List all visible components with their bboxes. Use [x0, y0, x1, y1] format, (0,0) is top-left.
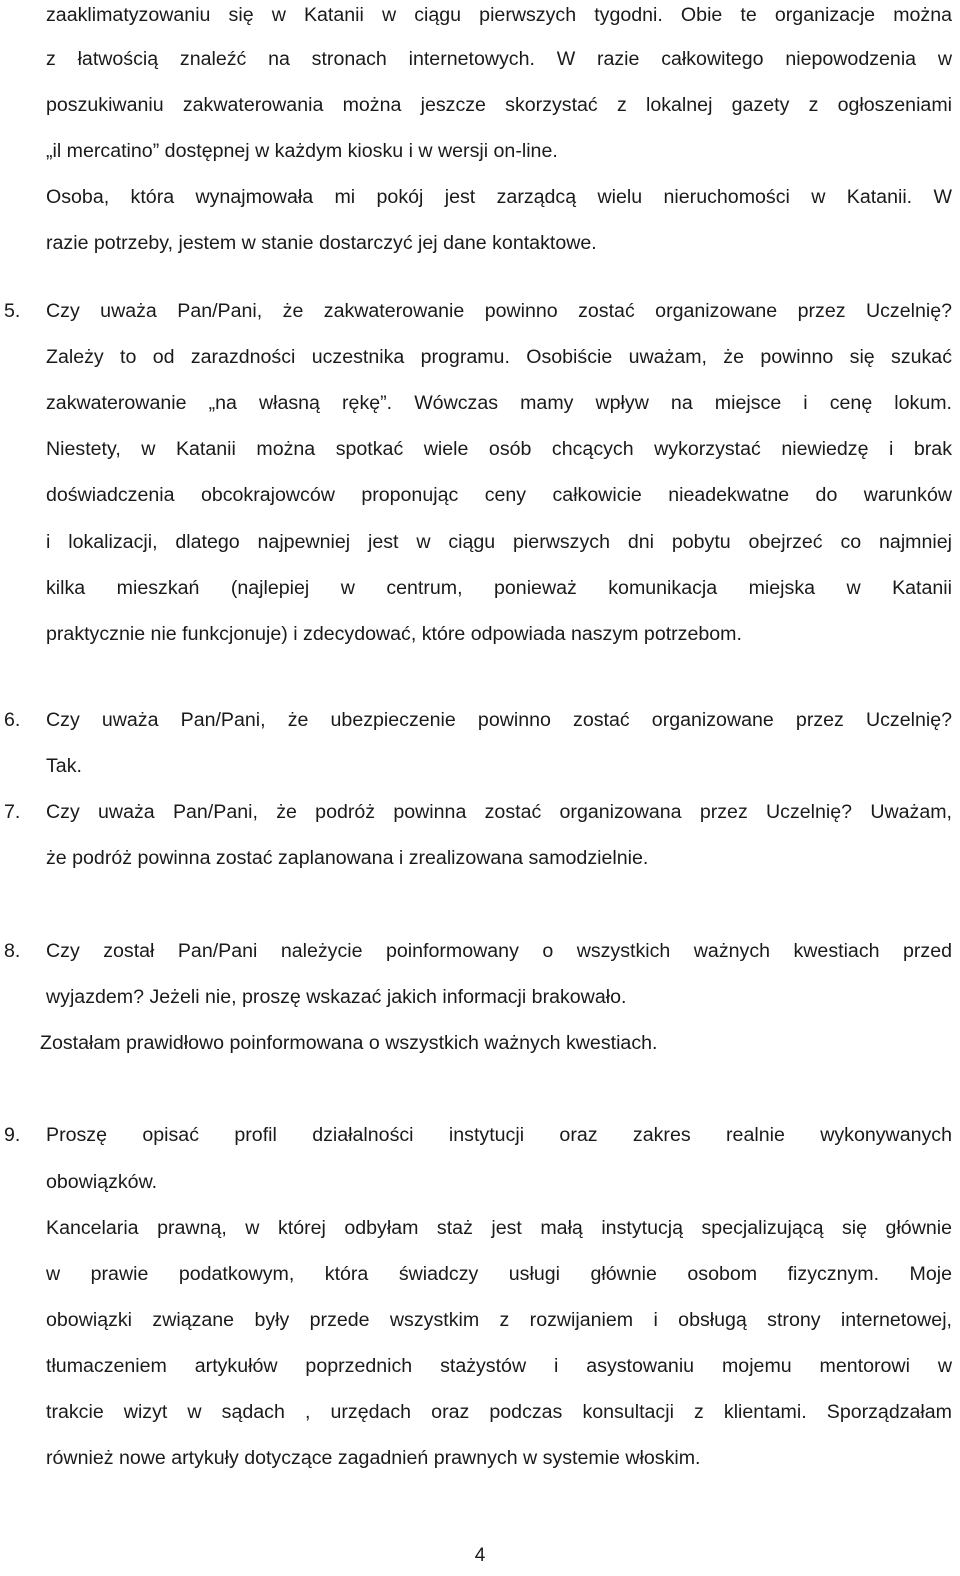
question-9-line-8: również nowe artykuły dotyczące zagadnień prawnych w systemie włoskim. [46, 1447, 701, 1469]
question-8-number: 8. [4, 940, 21, 962]
question-5-line-1: Czy uważa Pan/Pani, że zakwaterowanie powinno zostać organizowane przez Uczelnię? [46, 300, 952, 322]
question-5-line-8: praktycznie nie funkcjonuje) i zdecydować, które odpowiada naszym potrzebom. [46, 623, 742, 645]
question-5-line-6: i lokalizacji, dlatego najpewniej jest w ciągu pierwszych dni pobytu obejrzeć co najmniej [46, 531, 952, 553]
intro-line-3: poszukiwaniu zakwaterowania można jeszcze skorzystać z lokalnej gazety z ogłoszeniami [46, 94, 952, 116]
question-6-line-1: Czy uważa Pan/Pani, że ubezpieczenie powinno zostać organizowane przez Uczelnię? [46, 709, 952, 731]
question-9-line-4: w prawie podatkowym, która świadczy usługi głównie osobom fizycznym. Moje [46, 1263, 952, 1285]
question-5-number: 5. [4, 300, 21, 322]
question-5-line-7: kilka mieszkań (najlepiej w centrum, ponieważ komunikacja miejska w Katanii [46, 577, 952, 599]
question-9-line-2: obowiązków. [46, 1171, 158, 1193]
question-9-line-3: Kancelaria prawną, w której odbyłam staż jest małą instytucją specjalizującą się głównie [46, 1217, 952, 1239]
intro-line-5: Osoba, która wynajmowała mi pokój jest zarządcą wielu nieruchomości w Katanii. W [46, 186, 952, 208]
question-7-line-2: że podróż powinna zostać zaplanowana i zrealizowana samodzielnie. [46, 847, 649, 869]
question-7-number: 7. [4, 801, 21, 823]
intro-line-6: razie potrzeby, jestem w stanie dostarczyć jej dane kontaktowe. [46, 232, 597, 254]
question-9-line-6: tłumaczeniem artykułów poprzednich stażystów i asystowaniu mojemu mentorowi w [46, 1355, 952, 1377]
question-5-line-3: zakwaterowanie „na własną rękę”. Wówczas mamy wpływ na miejsce i cenę lokum. [46, 392, 952, 414]
question-9-line-5: obowiązki związane były przede wszystkim z rozwijaniem i obsługą strony internetowej, [46, 1309, 952, 1331]
intro-line-4: „il mercatino” dostępnej w każdym kiosku i w wersji on-line. [46, 140, 558, 162]
question-7-line-1: Czy uważa Pan/Pani, że podróż powinna zostać organizowana przez Uczelnię? Uważam, [46, 801, 952, 823]
question-9-line-1: Proszę opisać profil działalności instytucji oraz zakres realnie wykonywanych [46, 1124, 952, 1146]
question-8-answer: Zostałam prawidłowo poinformowana o wszystkich ważnych kwestiach. [40, 1032, 658, 1054]
intro-line-1: zaaklimatyzowaniu się w Katanii w ciągu pierwszych tygodni. Obie te organizacje można [46, 4, 952, 26]
question-8-line-1: Czy został Pan/Pani należycie poinformowany o wszystkich ważnych kwestiach przed [46, 940, 952, 962]
question-6-number: 6. [4, 709, 21, 731]
question-9-line-7: trakcie wizyt w sądach , urzędach oraz podczas konsultacji z klientami. Sporządzałam [46, 1401, 952, 1423]
intro-line-2: z łatwością znaleźć na stronach internetowych. W razie całkowitego niepowodzenia w [46, 48, 952, 70]
question-5-line-5: doświadczenia obcokrajowców proponując ceny całkowicie nieadekwatne do warunków [46, 484, 952, 506]
question-8-line-2: wyjazdem? Jeżeli nie, proszę wskazać jakich informacji brakowało. [46, 986, 627, 1008]
question-5-line-2: Zależy to od zarazdności uczestnika programu. Osobiście uważam, że powinno się szukać [46, 346, 952, 368]
question-6-line-2: Tak. [46, 755, 82, 777]
page-number: 4 [474, 1545, 486, 1566]
question-5-line-4: Niestety, w Katanii można spotkać wiele osób chcących wykorzystać niewiedzę i brak [46, 438, 952, 460]
question-9-number: 9. [4, 1124, 21, 1146]
